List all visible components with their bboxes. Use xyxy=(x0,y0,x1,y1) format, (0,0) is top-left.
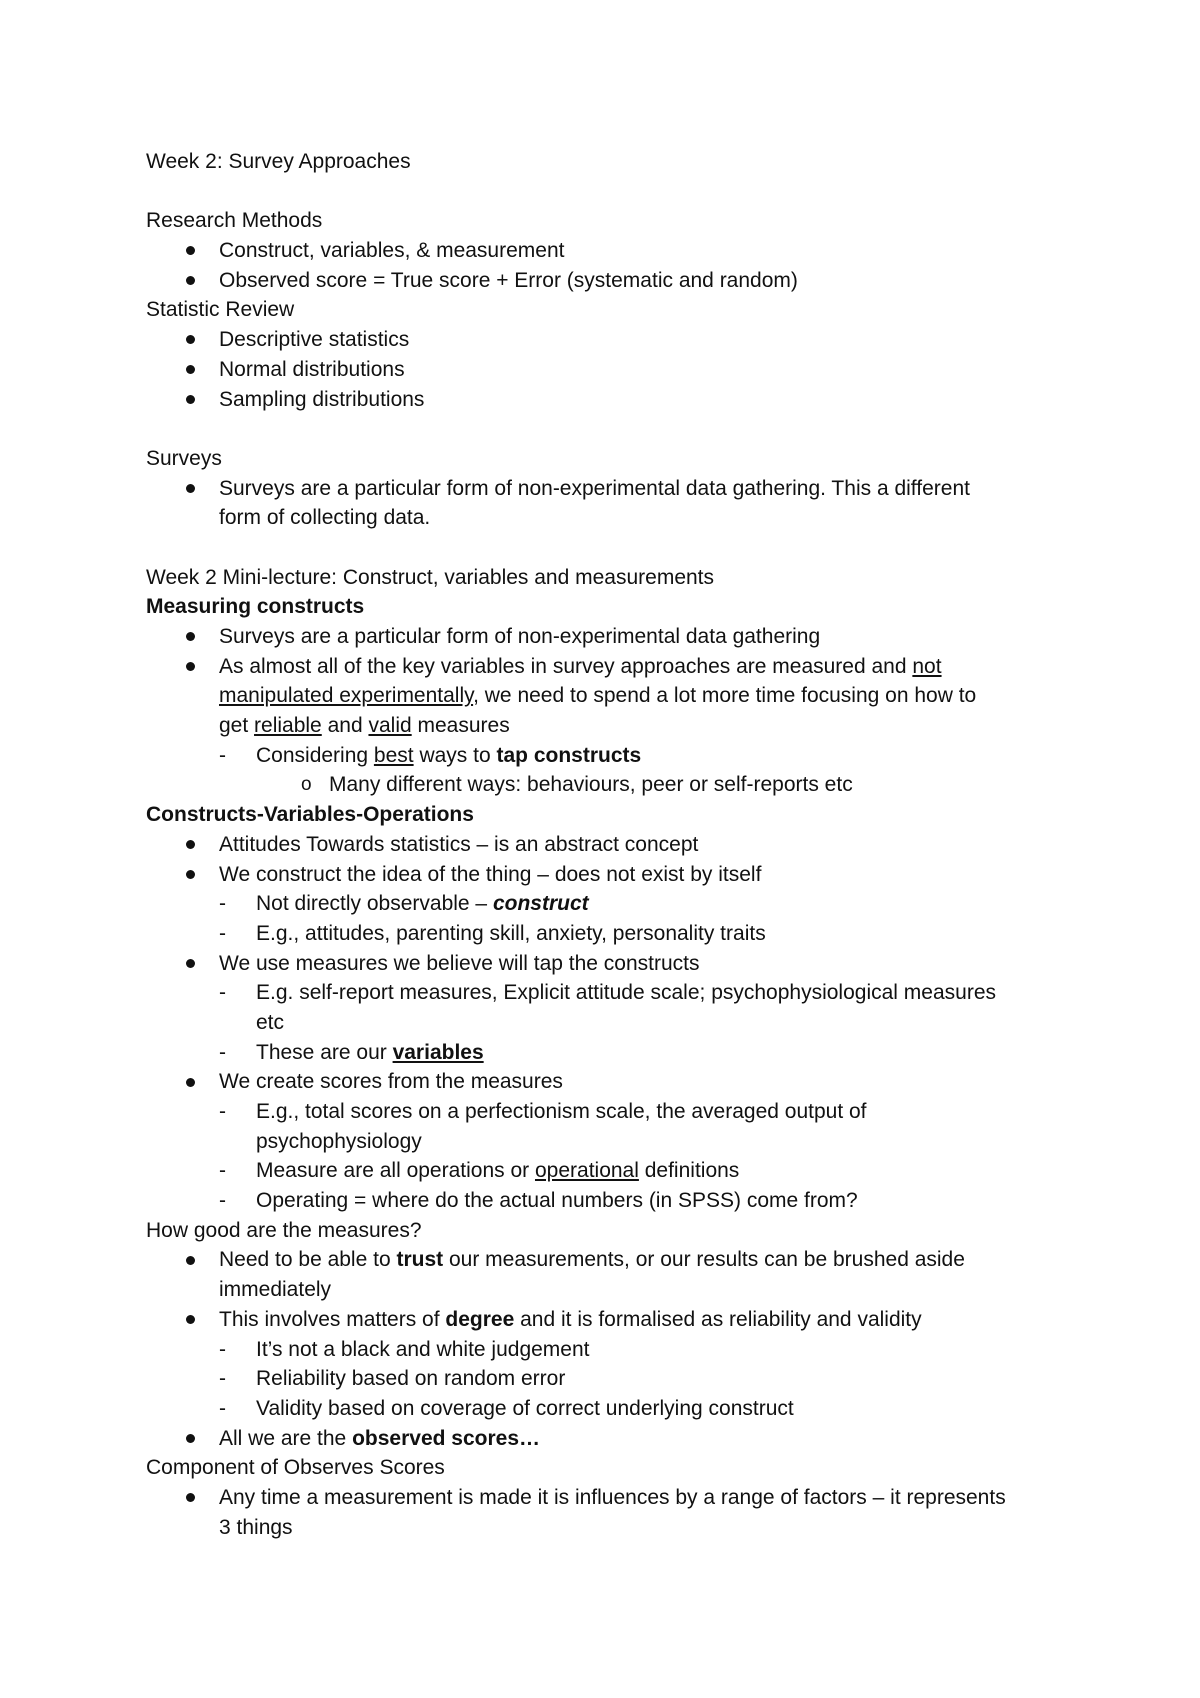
text-segment: tap constructs xyxy=(496,743,642,767)
text-segment: Week 2 Mini-lecture: Construct, variables and measurements xyxy=(146,565,715,589)
dash-line xyxy=(146,1038,1076,1068)
bullet-line xyxy=(146,325,1076,355)
text-segment: form of collecting data. xyxy=(219,506,431,530)
text-segment: Surveys xyxy=(146,446,222,470)
bullet-cont-line xyxy=(146,503,1076,533)
heading-line xyxy=(146,206,1076,236)
dash-marker: - xyxy=(219,1040,226,1064)
text-segment: Any time a measurement is made it is influences by a range of factors – it represents xyxy=(219,1485,1006,1509)
text-segment: Surveys are a particular form of non-experimental data gathering. This a different xyxy=(219,476,970,500)
dash-line xyxy=(146,741,1076,771)
bullet-line xyxy=(146,355,1076,385)
text-segment: valid xyxy=(368,714,412,738)
text-segment: Validity based on coverage of correct underlying construct xyxy=(256,1396,794,1420)
text-segment: observed scores… xyxy=(352,1426,541,1450)
dash-line xyxy=(146,919,1076,949)
text-segment: Need to be able to xyxy=(219,1248,397,1272)
bullet-line xyxy=(146,266,1076,296)
heading-line xyxy=(146,563,1076,593)
bullet-dot-icon xyxy=(186,385,195,415)
dash-marker: - xyxy=(219,892,226,916)
dash-marker: - xyxy=(219,1159,226,1183)
text-segment: Week 2: Survey Approaches xyxy=(146,150,411,173)
blank-line xyxy=(146,414,1076,444)
blank-line xyxy=(146,177,1076,207)
bullet-dot-icon xyxy=(186,622,195,652)
text-segment: Many different ways: behaviours, peer or self-reports etc xyxy=(329,773,853,797)
text-segment: etc xyxy=(256,1010,285,1034)
text-segment: not xyxy=(912,654,942,678)
bullet-dot-icon xyxy=(186,1305,195,1335)
bullet-line xyxy=(146,949,1076,979)
text-segment: How good are the measures? xyxy=(146,1218,422,1242)
bullet-dot-icon xyxy=(186,860,195,890)
dash-line xyxy=(146,1364,1076,1394)
bullet-line xyxy=(146,652,1076,682)
text-segment: 3 things xyxy=(219,1515,293,1539)
text-segment: Sampling distributions xyxy=(219,387,425,411)
bullet-line xyxy=(146,1483,1076,1513)
heading-line xyxy=(146,1216,1076,1246)
sub-line xyxy=(146,770,1076,800)
text-segment: construct xyxy=(492,892,589,916)
bullet-dot-icon xyxy=(186,949,195,979)
bullet-dot-icon xyxy=(186,652,195,682)
document-body xyxy=(146,147,1076,1542)
text-segment: Measuring constructs xyxy=(146,595,365,619)
text-segment: Attitudes Towards statistics – is an abstract concept xyxy=(219,832,699,856)
bullet-line xyxy=(146,860,1076,890)
bullet-cont-line xyxy=(146,1513,1076,1543)
heading-line xyxy=(146,295,1076,325)
text-segment: manipulated experimentally xyxy=(219,684,474,708)
bullet-dot-icon xyxy=(186,830,195,860)
heading-line xyxy=(146,1453,1076,1483)
text-segment: immediately xyxy=(219,1278,332,1302)
bullet-dot-icon xyxy=(186,355,195,385)
text-segment: degree xyxy=(445,1307,515,1331)
text-segment: best xyxy=(373,743,414,767)
dash-line xyxy=(146,1156,1076,1186)
sub-bullet-marker: o xyxy=(301,774,312,796)
dash-marker: - xyxy=(219,743,226,767)
text-segment: reliable xyxy=(254,714,322,738)
bullet-dot-icon xyxy=(186,1245,195,1275)
text-segment: variables xyxy=(392,1040,484,1064)
bullet-dot-icon xyxy=(186,1424,195,1454)
text-segment: Statistic Review xyxy=(146,298,295,322)
text-segment: Normal distributions xyxy=(219,357,405,381)
text-segment: Surveys are a particular form of non-experimental data gathering xyxy=(219,625,821,648)
text-segment: We create scores from the measures xyxy=(219,1070,563,1094)
dash-line xyxy=(146,1394,1076,1424)
bullet-dot-icon xyxy=(186,1067,195,1097)
text-segment: It’s not a black and white judgement xyxy=(256,1337,590,1361)
text-segment: Measure are all operations or xyxy=(256,1159,535,1183)
dash-marker: - xyxy=(219,1337,226,1361)
dash-marker: - xyxy=(219,921,226,945)
heading-line xyxy=(146,147,1076,177)
blank-line xyxy=(146,533,1076,563)
text-segment: All we are the xyxy=(219,1426,353,1450)
bullet-line xyxy=(146,830,1076,860)
bullet-line xyxy=(146,622,1076,652)
dash-cont-line xyxy=(146,1008,1076,1038)
dash-cont-line xyxy=(146,1127,1076,1157)
bullet-dot-icon xyxy=(186,266,195,296)
text-segment: Not directly observable – xyxy=(256,892,493,916)
bullet-line xyxy=(146,1067,1076,1097)
text-segment: , we need to spend a lot more time focusing on how to xyxy=(473,684,977,708)
bullet-cont-line xyxy=(146,711,1076,741)
text-segment: E.g., attitudes, parenting skill, anxiety, personality traits xyxy=(256,921,766,945)
bullet-line xyxy=(146,1305,1076,1335)
dash-line xyxy=(146,978,1076,1008)
bullet-line xyxy=(146,1424,1076,1454)
text-segment: We use measures we believe will tap the constructs xyxy=(219,951,700,975)
dash-line xyxy=(146,1097,1076,1127)
bullet-line xyxy=(146,236,1076,266)
bullet-dot-icon xyxy=(186,236,195,266)
dash-marker: - xyxy=(219,1367,226,1391)
text-segment: E.g., total scores on a perfectionism scale, the averaged output of xyxy=(256,1100,867,1123)
bullet-cont-line xyxy=(146,681,1076,711)
bullet-line xyxy=(146,474,1076,504)
bullet-dot-icon xyxy=(186,325,195,355)
heading-line xyxy=(146,444,1076,474)
text-segment: operational xyxy=(534,1159,639,1183)
text-segment: psychophysiology xyxy=(256,1129,422,1153)
text-segment: Reliability based on random error xyxy=(256,1367,566,1391)
text-segment: Constructs-Variables-Operations xyxy=(146,803,474,827)
text-segment: measures xyxy=(411,714,510,738)
heading-line xyxy=(146,800,1076,830)
text-segment: This involves matters of xyxy=(219,1307,446,1331)
text-segment: and it is formalised as reliability and validity xyxy=(514,1307,922,1331)
text-segment: We construct the idea of the thing – does not exist by itself xyxy=(219,862,762,886)
text-segment: As almost all of the key variables in survey approaches are measured and xyxy=(219,654,913,678)
bullet-dot-icon xyxy=(186,474,195,504)
text-segment: definitions xyxy=(638,1159,740,1183)
dash-marker: - xyxy=(219,1100,226,1123)
text-segment: Observed score = True score + Error (systematic and random) xyxy=(219,268,798,292)
text-segment: get xyxy=(219,714,255,738)
text-segment: These are our xyxy=(256,1040,393,1064)
dash-line xyxy=(146,1335,1076,1365)
text-segment: Considering xyxy=(256,743,374,767)
dash-line xyxy=(146,1186,1076,1216)
text-segment: E.g. self-report measures, Explicit attitude scale; psychophysiological measures xyxy=(256,981,997,1005)
text-segment: Component of Observes Scores xyxy=(146,1456,445,1480)
text-segment: ways to xyxy=(413,743,497,767)
text-segment: Research Methods xyxy=(146,209,323,233)
bullet-line xyxy=(146,1245,1076,1275)
heading-line xyxy=(146,592,1076,622)
text-segment: Construct, variables, & measurement xyxy=(219,239,565,263)
dash-line xyxy=(146,889,1076,919)
bullet-dot-icon xyxy=(186,1483,195,1513)
dash-marker: - xyxy=(219,1396,226,1420)
bullet-cont-line xyxy=(146,1275,1076,1305)
dash-marker: - xyxy=(219,981,226,1005)
text-segment: Descriptive statistics xyxy=(219,328,410,352)
text-segment: and xyxy=(321,714,369,738)
bullet-line xyxy=(146,385,1076,415)
dash-marker: - xyxy=(219,1189,226,1213)
text-segment: Operating = where do the actual numbers (in SPSS) come from? xyxy=(256,1189,858,1213)
text-segment: our measurements, or our results can be brushed aside xyxy=(443,1248,965,1272)
text-segment: trust xyxy=(396,1248,444,1272)
